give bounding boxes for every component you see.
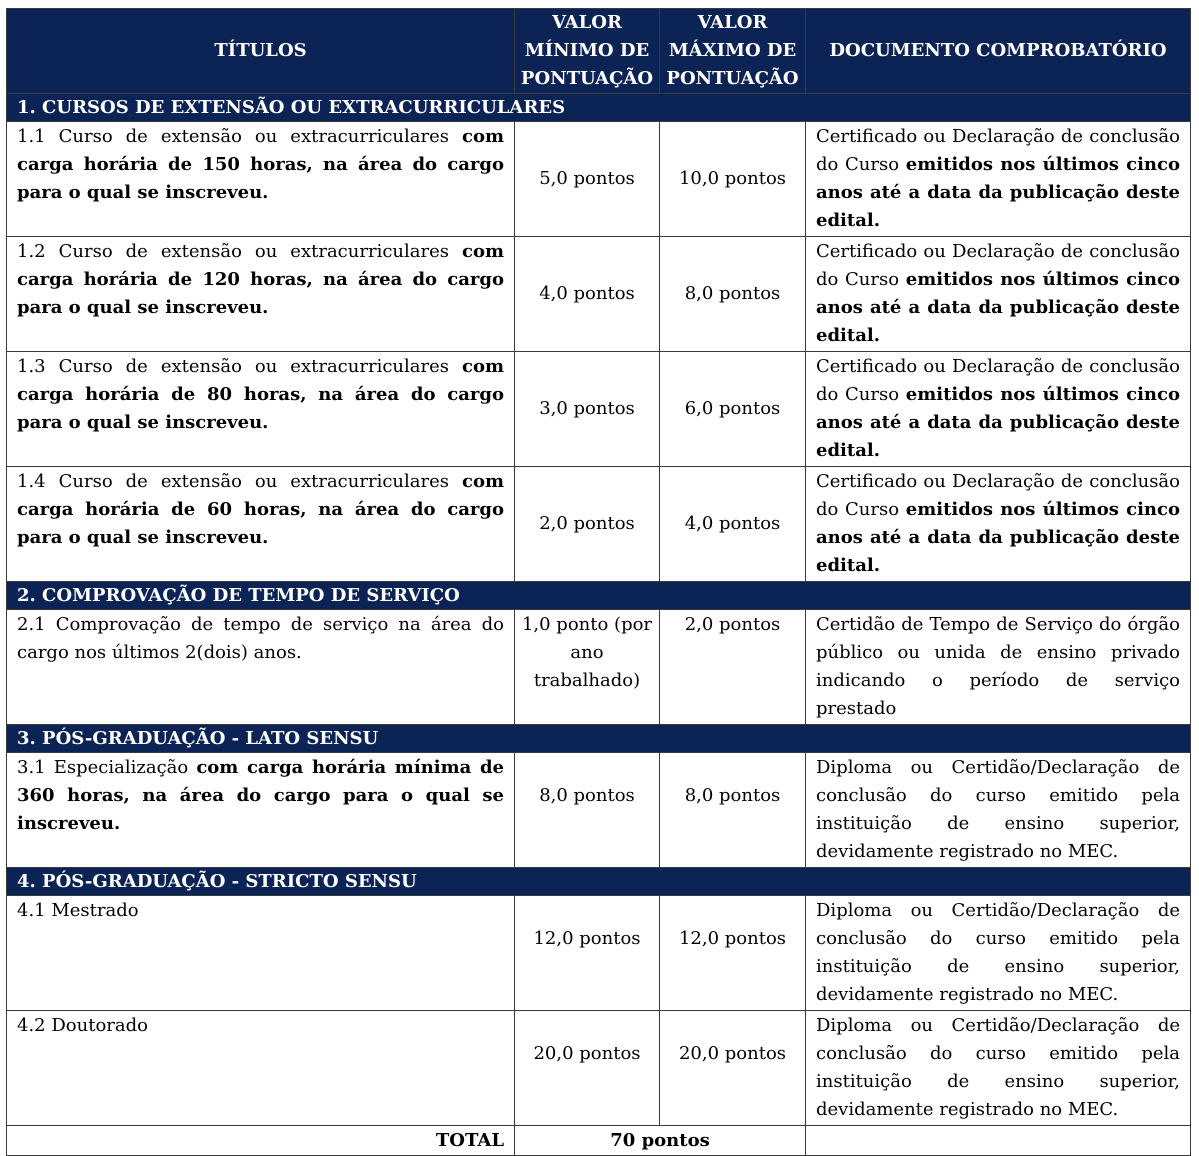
max-value: 20,0 pontos bbox=[660, 1011, 806, 1126]
header-valor-maximo: VALOR MÁXIMO DE PONTUAÇÃO bbox=[660, 9, 806, 94]
title-cell bbox=[7, 1011, 515, 1126]
title-bold-text: com carga horária de 60 horas, na área do cargo para o qual se inscreveu. bbox=[17, 471, 504, 548]
section-row bbox=[7, 868, 1191, 896]
table-row bbox=[7, 122, 1191, 237]
min-value: 2,0 pontos bbox=[515, 467, 660, 582]
header-titulos: TÍTULOS bbox=[7, 9, 515, 94]
max-value: 8,0 pontos bbox=[660, 753, 806, 868]
header-valor-minimo: VALOR MÍNIMO DE PONTUAÇÃO bbox=[515, 9, 660, 94]
document-cell bbox=[806, 122, 1191, 237]
title-text: 1.3 Curso de extensão ou extracurriculares bbox=[17, 356, 462, 377]
document-cell bbox=[806, 237, 1191, 352]
title-bold-text: com carga horária de 150 horas, na área do cargo para o qual se inscreveu. bbox=[17, 126, 504, 203]
max-value: 4,0 pontos bbox=[660, 467, 806, 582]
title-cell bbox=[7, 237, 515, 352]
total-row bbox=[7, 1126, 1191, 1156]
max-value: 12,0 pontos bbox=[660, 896, 806, 1011]
document-cell bbox=[806, 896, 1191, 1011]
title-bold-text: com carga horária mínima de 360 horas, na área do cargo para o qual se inscreveu. bbox=[17, 757, 504, 834]
document-text: Diploma ou Certidão/Declaração de conclusão do curso emitido pela instituição de ensino superior, devidamente registrado no MEC. bbox=[816, 757, 1180, 862]
title-cell bbox=[7, 610, 515, 725]
title-cell bbox=[7, 896, 515, 1011]
min-value: 4,0 pontos bbox=[515, 237, 660, 352]
table-row bbox=[7, 753, 1191, 868]
document-text: Diploma ou Certidão/Declaração de conclusão do curso emitido pela instituição de ensino superior, devidamente registrado no MEC. bbox=[816, 900, 1180, 1005]
title-cell bbox=[7, 352, 515, 467]
document-bold-text: emitidos nos últimos cinco anos até a data da publicação deste edital. bbox=[816, 154, 1180, 231]
title-cell bbox=[7, 122, 515, 237]
document-cell bbox=[806, 352, 1191, 467]
document-bold-text: emitidos nos últimos cinco anos até a data da publicação deste edital. bbox=[816, 384, 1180, 461]
section-row bbox=[7, 94, 1191, 122]
total-empty-cell bbox=[806, 1126, 1191, 1156]
max-value: 2,0 pontos bbox=[660, 610, 806, 725]
title-text: 2.1 Comprovação de tempo de serviço na área do cargo nos últimos 2(dois) anos. bbox=[17, 614, 504, 663]
document-cell bbox=[806, 467, 1191, 582]
title-cell bbox=[7, 467, 515, 582]
min-value: 1,0 ponto (por ano trabalhado) bbox=[515, 610, 660, 725]
max-value: 8,0 pontos bbox=[660, 237, 806, 352]
min-value: 3,0 pontos bbox=[515, 352, 660, 467]
table-row bbox=[7, 237, 1191, 352]
title-text: 1.1 Curso de extensão ou extracurriculares bbox=[17, 126, 462, 147]
section-title: 2. COMPROVAÇÃO DE TEMPO DE SERVIÇO bbox=[7, 582, 1191, 610]
section-row bbox=[7, 582, 1191, 610]
scoring-table bbox=[6, 8, 1191, 1156]
title-bold-text: com carga horária de 120 horas, na área do cargo para o qual se inscreveu. bbox=[17, 241, 504, 318]
table-row bbox=[7, 896, 1191, 1011]
document-text: Diploma ou Certidão/Declaração de conclusão do curso emitido pela instituição de ensino superior, devidamente registrado no MEC. bbox=[816, 1015, 1180, 1120]
document-text: Certificado ou Declaração de conclusão do Curso bbox=[816, 356, 1180, 405]
document-text: Certificado ou Declaração de conclusão do Curso bbox=[816, 241, 1180, 290]
title-text: 4.1 Mestrado bbox=[17, 900, 139, 921]
section-title: 1. CURSOS DE EXTENSÃO OU EXTRACURRICULARES bbox=[7, 94, 1191, 122]
max-value: 10,0 pontos bbox=[660, 122, 806, 237]
table-row bbox=[7, 610, 1191, 725]
document-bold-text: emitidos nos últimos cinco anos até a data da publicação deste edital. bbox=[816, 499, 1180, 576]
min-value: 12,0 pontos bbox=[515, 896, 660, 1011]
table-row bbox=[7, 467, 1191, 582]
max-value: 6,0 pontos bbox=[660, 352, 806, 467]
section-title: 4. PÓS-GRADUAÇÃO - STRICTO SENSU bbox=[7, 868, 1191, 896]
document-bold-text: emitidos nos últimos cinco anos até a data da publicação deste edital. bbox=[816, 269, 1180, 346]
document-cell bbox=[806, 753, 1191, 868]
table-header-row bbox=[7, 9, 1191, 94]
title-cell bbox=[7, 753, 515, 868]
min-value: 8,0 pontos bbox=[515, 753, 660, 868]
document-text: Certidão de Tempo de Serviço do órgão público ou unida de ensino privado indicando o período de serviço prestado bbox=[816, 614, 1180, 719]
section-row bbox=[7, 725, 1191, 753]
title-text: 1.4 Curso de extensão ou extracurriculares bbox=[17, 471, 462, 492]
document-text: Certificado ou Declaração de conclusão do Curso bbox=[816, 471, 1180, 520]
title-text: 1.2 Curso de extensão ou extracurriculares bbox=[17, 241, 462, 262]
section-title: 3. PÓS-GRADUAÇÃO - LATO SENSU bbox=[7, 725, 1191, 753]
min-value: 20,0 pontos bbox=[515, 1011, 660, 1126]
title-text: 4.2 Doutorado bbox=[17, 1015, 148, 1036]
document-text: Certificado ou Declaração de conclusão do Curso bbox=[816, 126, 1180, 175]
total-label: TOTAL bbox=[7, 1126, 515, 1156]
title-bold-text: com carga horária de 80 horas, na área do cargo para o qual se inscreveu. bbox=[17, 356, 504, 433]
header-documento: DOCUMENTO COMPROBATÓRIO bbox=[806, 9, 1191, 94]
scoring-table-container bbox=[6, 8, 1190, 1156]
table-row bbox=[7, 352, 1191, 467]
document-cell bbox=[806, 1011, 1191, 1126]
total-value: 70 pontos bbox=[515, 1126, 806, 1156]
table-row bbox=[7, 1011, 1191, 1126]
min-value: 5,0 pontos bbox=[515, 122, 660, 237]
title-text: 3.1 Especialização bbox=[17, 757, 197, 778]
document-cell bbox=[806, 610, 1191, 725]
